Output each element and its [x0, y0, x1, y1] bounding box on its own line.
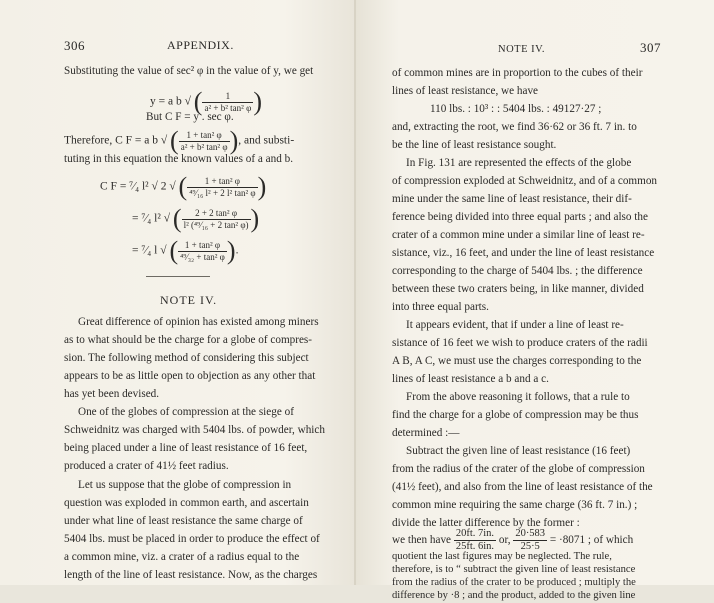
page-number-left: 306	[64, 38, 85, 53]
body-line: determined :—	[392, 427, 460, 439]
body-line: From the above reasoning it follows, that a rule to	[406, 391, 630, 403]
body-line: Schweidnitz was charged with 5404 lbs. of powder, which	[64, 424, 325, 436]
body-line: produced a crater of 41½ feet radius.	[64, 460, 229, 472]
body-line: lines of least resistance, we have	[392, 85, 539, 97]
fraction-2-denominator: 25·5	[520, 541, 540, 552]
body-line: corresponding to the charge of 5404 lbs. ; the difference	[392, 265, 643, 277]
we-then-have: we then have	[392, 534, 452, 547]
eq5-left: = ⁷⁄₄ l √	[132, 244, 167, 257]
body-line: as to what should be the charge for a globe of compres-	[64, 334, 313, 346]
eq3-fraction	[187, 176, 257, 199]
paren-close: )	[253, 87, 262, 116]
body-line: question was exploded in common earth, and ascertain	[64, 497, 309, 509]
body-line: A B, A C, we must use the charges corresponding to the	[392, 355, 642, 367]
eq3-left: C F = ⁷⁄₄ l² √ 2 √	[100, 180, 176, 193]
eq5-tail: .	[235, 244, 239, 257]
body-line: mine under the same line of least resistance, their dif-	[392, 193, 632, 205]
eq4-left: = ⁷⁄₄ l² √	[132, 212, 171, 225]
body-line: In Fig. 131 are represented the effects of the globe	[406, 157, 632, 169]
eq5-fraction	[178, 240, 227, 263]
paren-close: )	[257, 172, 267, 201]
running-head-left: APPENDIX.	[167, 38, 234, 52]
equation-4	[132, 204, 259, 234]
body-line: between these two craters being, in like manner, divided	[392, 283, 644, 295]
right-page	[356, 0, 714, 601]
paren-open: (	[178, 172, 188, 201]
paren-close: )	[250, 204, 260, 233]
but-line: But C F = y . sec φ.	[146, 111, 234, 123]
eq3-denominator: ⁴⁹⁄₁₆ l² + 2 l² tan² φ	[189, 187, 256, 198]
eq2-tail: , and substi-	[238, 134, 295, 147]
body-line: difference by ·8 ; and the product, added to the given line	[392, 590, 636, 601]
eq5-numerator: 1 + tan² φ	[178, 240, 227, 252]
running-head-right: NOTE IV.	[498, 44, 545, 55]
body-line: crater of a common mine under a similar line of least re-	[392, 229, 645, 241]
eq5-denominator: ⁴⁹⁄₃₂ + tan² φ	[180, 251, 225, 262]
eq1-denominator: a² + b² tan² φ	[204, 102, 252, 113]
body-line: therefore, is to “ subtract the given line of least resistance	[392, 564, 636, 575]
body-line: has yet been devised.	[64, 388, 160, 400]
eq4-numerator: 2 + 2 tan² φ	[182, 208, 251, 220]
note-title: NOTE IV.	[160, 293, 218, 307]
body-line: be the line of least resistance sought.	[392, 139, 557, 151]
body-line: quotient the last figures may be neglected. The rule,	[392, 551, 612, 562]
equation-5	[132, 236, 238, 266]
body-line: It appears evident, that if under a line of least re-	[406, 319, 624, 331]
section-divider	[146, 276, 210, 277]
body-line: ference being divided into three equal parts ; and also the	[392, 211, 648, 223]
body-line: sistance, viz., 16 feet, and under the line of least resistance	[392, 247, 655, 259]
body-line: Subtract the given line of least resistance (16 feet)	[406, 445, 631, 457]
body-line: 5404 lbs. must be placed in order to produce the effect of	[64, 533, 320, 545]
eq2-left: Therefore, C F = a b √	[64, 134, 168, 147]
body-line: into three equal parts.	[392, 301, 489, 313]
eq3-numerator: 1 + tan² φ	[187, 176, 257, 188]
intro-line: Substituting the value of sec² φ in the value of y, we get	[64, 65, 314, 77]
body-line: sistance of 16 feet we wish to produce craters of the radii	[392, 337, 648, 349]
paren-close: )	[226, 236, 236, 265]
eq4-fraction	[182, 208, 251, 231]
tuting-line: tuting in this equation the known values of a and b.	[64, 153, 293, 165]
body-line: find the charge for a globe of compression may be thus	[392, 409, 639, 421]
eq1-numerator: 1	[202, 91, 253, 103]
body-line: from the radius of the crater of the globe of compression	[392, 463, 645, 475]
fraction-1-numerator: 20ft. 7in.	[455, 528, 495, 539]
body-line: and, extracting the root, we find 36·62 or 36 ft. 7 in. to	[392, 121, 637, 133]
body-line: of common mines are in proportion to the cubes of their	[392, 67, 643, 79]
body-line: divide the latter difference by the former :	[392, 517, 580, 529]
eq2-numerator: 1 + tan² φ	[179, 130, 230, 142]
body-line: One of the globes of compression at the siege of	[78, 406, 294, 418]
paren-open: (	[170, 126, 179, 155]
fraction-2-numerator: 20·583	[515, 528, 546, 539]
body-line: Let us suppose that the globe of compression in	[78, 479, 292, 491]
or-text: or,	[498, 534, 511, 547]
body-line: length of the line of least resistance. Now, as the charges	[64, 569, 318, 581]
fraction-1-denominator: 25ft. 6in.	[455, 541, 495, 552]
body-line: being placed under a line of least resistance of 16 feet,	[64, 442, 308, 454]
page-number-right: 307	[640, 40, 661, 55]
body-line: a common mine, viz. a crater of a radius equal to the	[64, 551, 300, 563]
body-line: of compression exploded at Schweidnitz, and of a common	[392, 175, 658, 187]
body-line: appears to be as little open to objection as any other that	[64, 370, 316, 382]
eq4-denominator: l² (⁴⁹⁄₁₆ + 2 tan² φ)	[183, 219, 249, 230]
body-line: from the radius of the crater to be produced ; multiply the	[392, 577, 636, 588]
paren-open: (	[193, 87, 203, 116]
body-line: under what line of least resistance the same charge of	[64, 515, 303, 527]
fraction-result: = ·8071 ; of which	[549, 534, 634, 547]
left-page	[0, 0, 356, 585]
body-line: Great difference of opinion has existed among miners	[78, 316, 319, 328]
body-line: common mine requiring the same charge (36 ft. 7 in.) ;	[392, 499, 638, 511]
body-line: sion. The following method of considering this subject	[64, 352, 309, 364]
body-line: lines of least resistance a b and a c.	[392, 373, 549, 385]
eq1-left: y = a b √	[150, 95, 191, 108]
body-line: (41½ feet), and also from the line of least resistance of the	[392, 481, 653, 493]
paren-open: (	[172, 204, 182, 233]
paren-close: )	[229, 126, 239, 155]
proportion-line: 110 lbs. : 10³ : : 5404 lbs. : 49127·27 ;	[430, 103, 602, 115]
eq2-denominator: a² + b² tan² φ	[180, 141, 228, 152]
paren-open: (	[169, 236, 179, 265]
equation-3	[100, 172, 266, 202]
